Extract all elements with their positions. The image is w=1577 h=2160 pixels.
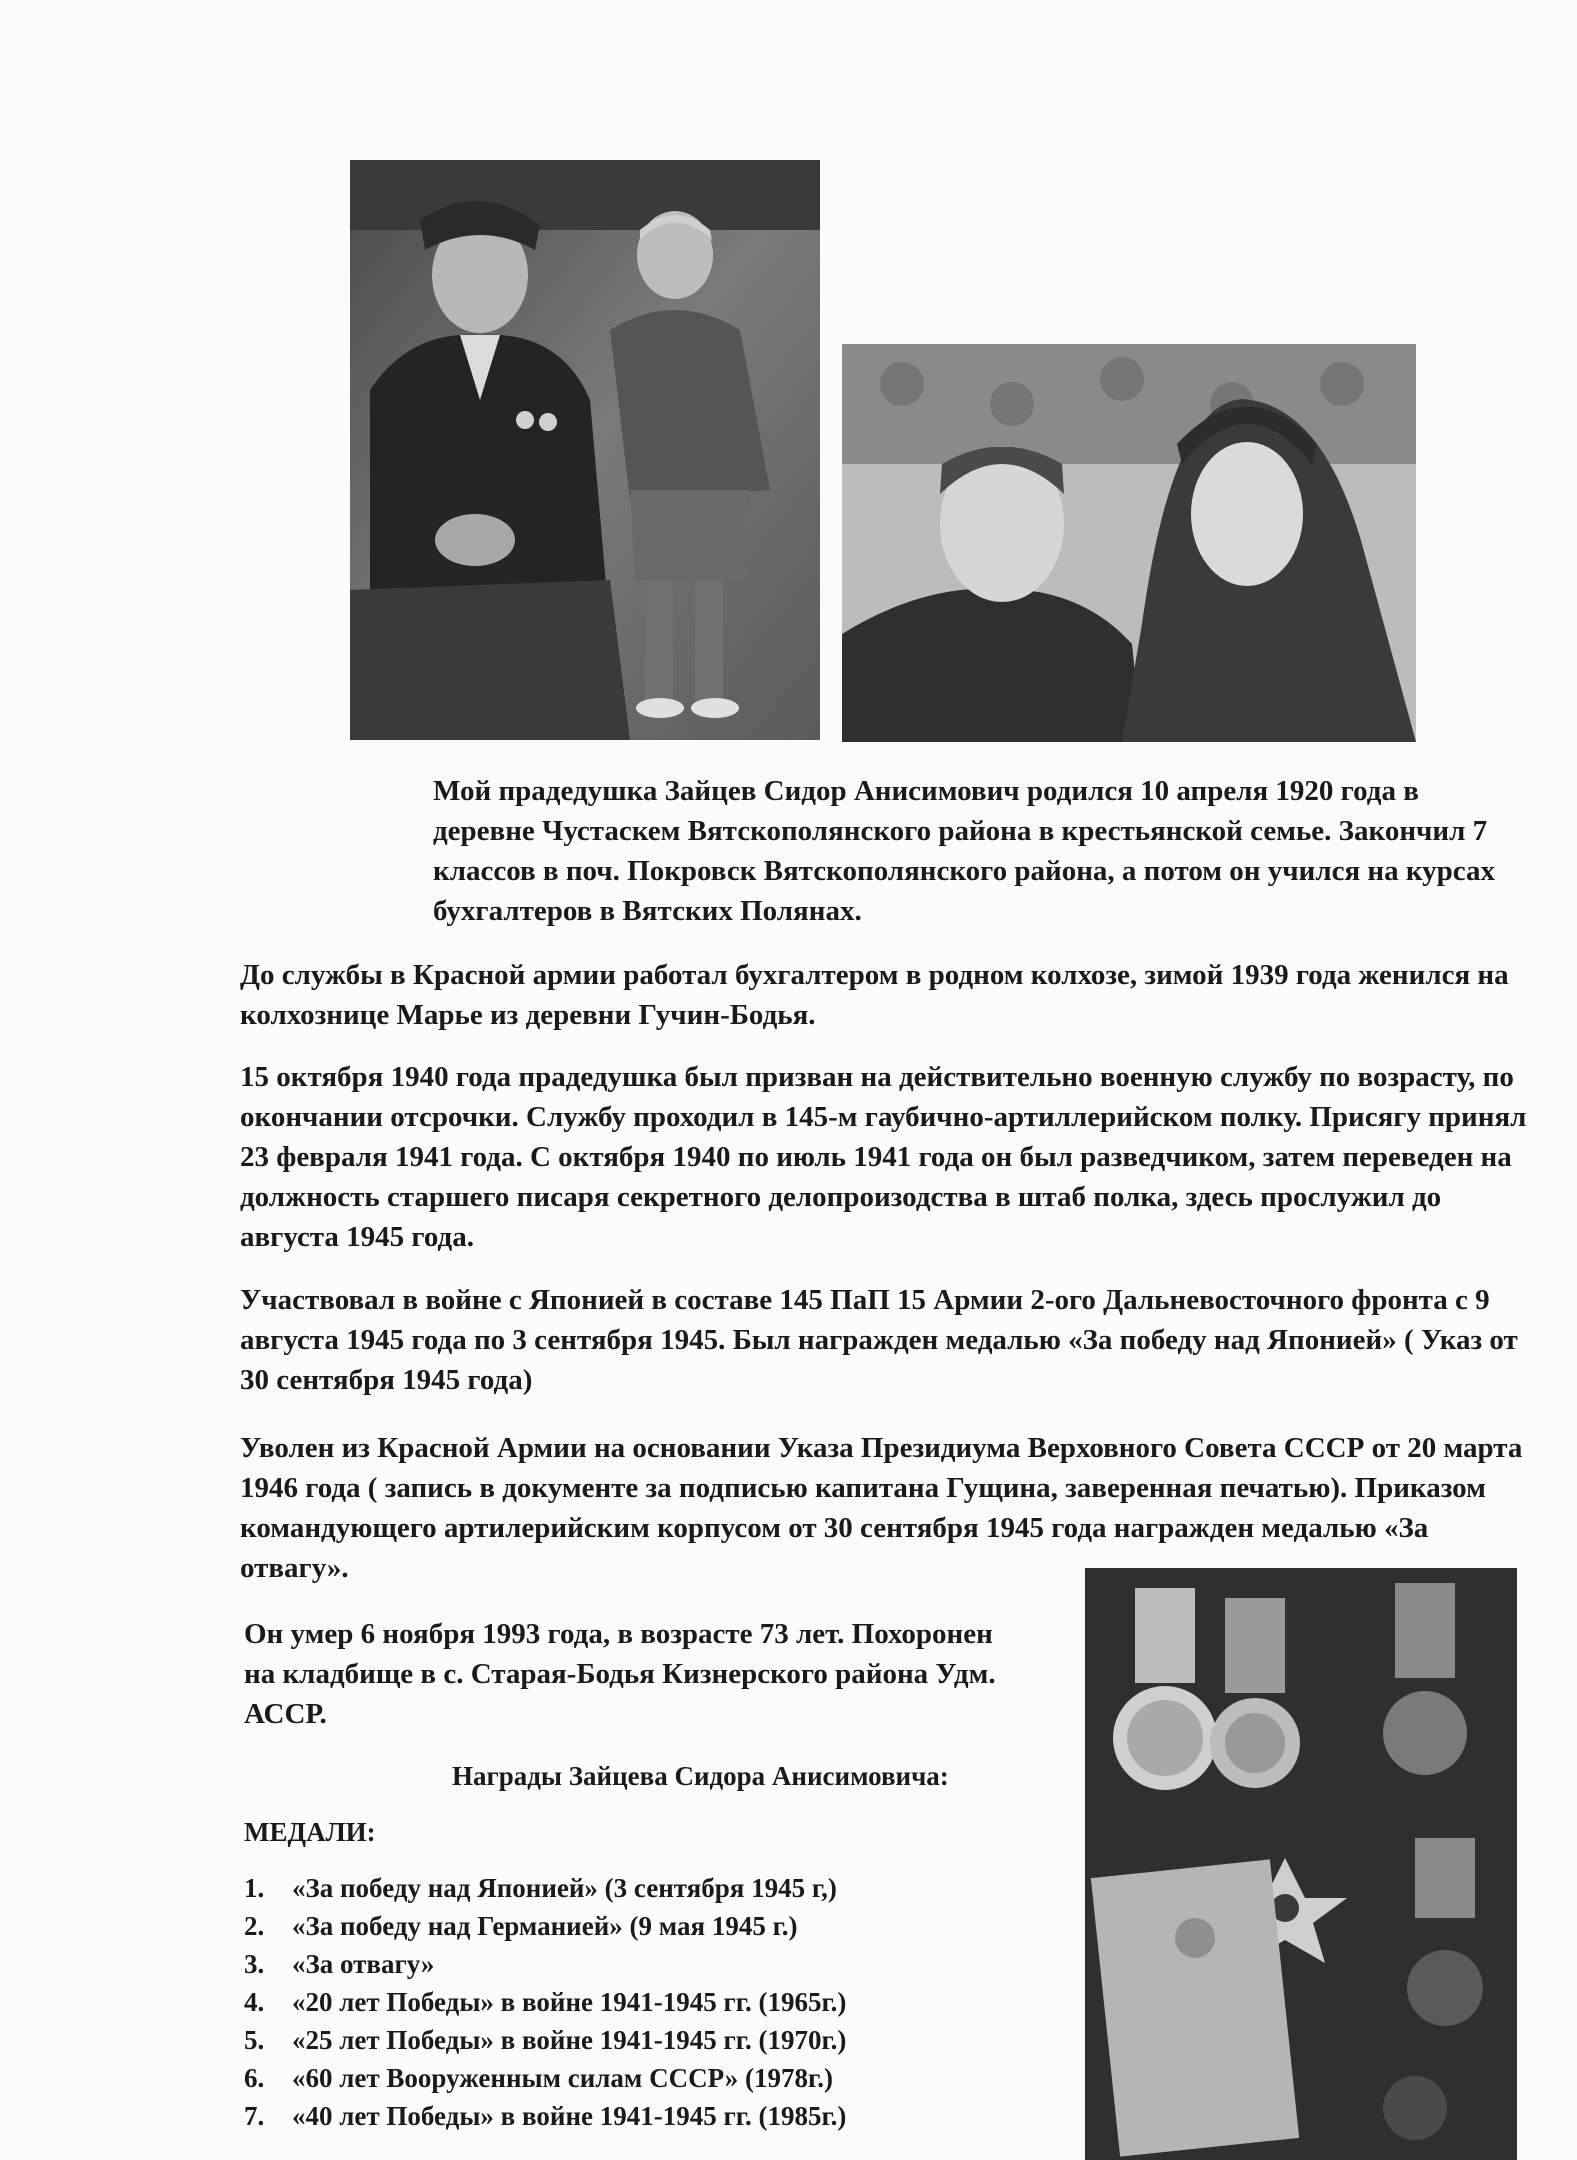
list-item-text: «40 лет Победы» в войне 1941-1945 гг. (1985г.) <box>292 2101 847 2131</box>
list-item <box>244 1907 1064 1945</box>
paragraph-discharge: Уволен из Красной Армии на основании Указа Президиума Верховного Совета СССР от 20 марта 1946 года ( запись в документе за подписью капитана Гущина, заверенная печатью). Приказом командующего артилерийским корпусом от 30 сентября 1945 года награжден медалью «За отвагу». <box>240 1432 1523 1584</box>
list-item-number: 4. <box>244 1987 265 2017</box>
list-item <box>244 1983 1064 2021</box>
paragraph-military-service: 15 октября 1940 года прадедушка был призван на действительно военную службу по возрасту, по окончании отсрочки. Службу проходил в 145-м гаубично-артиллерийском полку. Присягу принял 23 февраля 1941 года. С октября 1940 по июль 1941 года он был разведчиком, затем переведен на должность старшего писаря секретного делопроизодства в штаб полка, здесь прослужил до августа 1945 года. <box>240 1061 1527 1253</box>
list-item <box>244 2059 1064 2097</box>
list-item-number: 3. <box>244 1949 265 1979</box>
list-item-text: «За победу над Японией» (3 сентября 1945 г,) <box>292 1873 837 1903</box>
list-item-number: 5. <box>244 2025 265 2055</box>
list-item-number: 2. <box>244 1911 265 1941</box>
list-item-text: «60 лет Вооруженным силам СССР» (1978г.) <box>292 2063 833 2093</box>
photo-elderly-couple <box>842 344 1416 742</box>
list-item-number: 1. <box>244 1873 265 1903</box>
list-item-number: 6. <box>244 2063 265 2093</box>
photo-man-and-boy <box>350 160 820 740</box>
list-item <box>244 2021 1064 2059</box>
medal-list <box>244 1869 1064 2135</box>
list-item-text: «За отвагу» <box>292 1949 435 1979</box>
medals-heading: МЕДАЛИ: <box>244 1817 376 1847</box>
intro-paragraph: Мой прадедушка Зайцев Сидор Анисимович родился 10 апреля 1920 года в деревне Чустаскем Вятскополянского района в крестьянской семье. Закончил 7 классов в поч. Покровск Вятскополянского района, а потом он учился на курсах бухгалтеров в Вятских Полянах. <box>433 775 1496 927</box>
list-item <box>244 1945 1064 1983</box>
photo-medals <box>1085 1568 1517 2160</box>
paragraph-death: Он умер 6 ноября 1993 года, в возрасте 73 лет. Похоронен на кладбище в с. Старая-Бодья Кизнерского района Удм. АССР. <box>244 1618 996 1730</box>
list-item <box>244 1869 1064 1907</box>
list-item <box>244 2097 1064 2135</box>
paragraph-service-before: До службы в Красной армии работал бухгалтером в родном колхозе, зимой 1939 года женился на колхознице Марье из деревни Гучин-Бодья. <box>240 959 1509 1031</box>
list-item-text: «За победу над Германией» (9 мая 1945 г.) <box>292 1911 798 1941</box>
paragraph-war-japan: Участвовал в войне с Японией в составе 145 ПаП 15 Армии 2-ого Дальневосточного фронта с 9 августа 1945 года по 3 сентября 1945. Был награжден медалью «За победу над Японией» ( Указ от 30 сентября 1945 года) <box>240 1284 1518 1396</box>
list-item-number: 7. <box>244 2101 265 2131</box>
list-item-text: «20 лет Победы» в войне 1941-1945 гг. (1965г.) <box>292 1987 847 2017</box>
awards-heading: Награды Зайцева Сидора Анисимовича: <box>452 1761 949 1791</box>
list-item-text: «25 лет Победы» в войне 1941-1945 гг. (1970г.) <box>292 2025 847 2055</box>
